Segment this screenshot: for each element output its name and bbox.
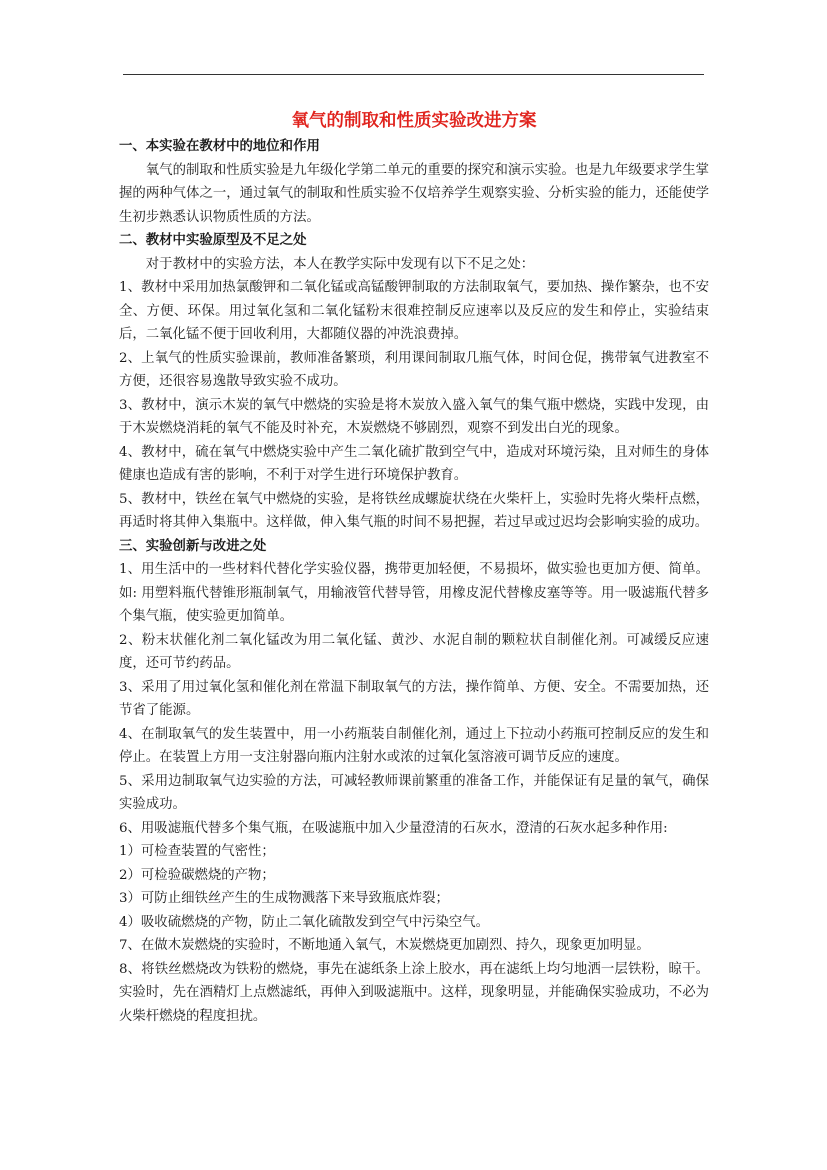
list-item: 8、将铁丝燃烧改为铁粉的燃烧，事先在滤纸条上涂上胶水，再在滤纸上均匀地洒一层铁粉，晾干。实验时，先在酒精灯上点燃滤纸，再伸入到吸滤瓶中。这样，现象明显，并能确保实验成功，不必为火柴杆燃烧的程度担扰。	[119, 961, 709, 1024]
list-item: 5、采用边制取氧气边实验的方法，可减轻教师课前繁重的准备工作，并能保证有足量的氧气，确保实验成功。	[119, 773, 709, 812]
sub-list-item: 4）吸收硫燃烧的产物，防止二氧化硫散发到空气中污染空气。	[119, 914, 490, 930]
sub-list-item: 1）可检查装置的气密性；	[119, 844, 275, 859]
list-item: 2、上氧气的性质实验课前，教师准备繁琐，利用课间制取几瓶气体，时间仓促，携带氧气进教室不方便，还很容易逸散导致实验不成功。	[119, 350, 709, 389]
document-body	[119, 108, 709, 1028]
document-title: 氧气的制取和性质实验改进方案	[291, 111, 537, 131]
list-item: 1、用生活中的一些材料代替化学实验仪器，携带更加轻便，不易损坏，做实验也更加方便、简单。如: 用塑料瓶代替锥形瓶制氧气，用输液管代替导管，用橡皮泥代替橡皮塞等等。用一吸滤瓶代替多个集气瓶，使实验更加简单。	[119, 562, 709, 624]
sub-list-item: 2）可检验碳燃烧的产物；	[119, 867, 275, 883]
list-item: 2、粉末状催化剂二氧化锰改为用二氧化锰、黄沙、水泥自制的颗粒状自制催化剂。可减缓反应速度，还可节约药品。	[119, 632, 709, 671]
list-item: 7、在做木炭燃烧的实验时，不断地通入氧气，木炭燃烧更加剧烈、持久，现象更加明显。	[119, 938, 650, 953]
header-rule	[123, 74, 704, 75]
list-item: 4、教材中，硫在氧气中燃烧实验中产生二氧化硫扩散到空气中，造成对环境污染，且对师生的身体健康也造成有害的影响，不利于对学生进行环境保护教育。	[119, 444, 709, 483]
section-heading: 二、教材中实验原型及不足之处	[119, 232, 307, 248]
sub-list-item: 3）可防止细铁丝产生的生成物溅落下来导致瓶底炸裂；	[119, 891, 449, 906]
list-item: 3、采用了用过氧化氢和催化剂在常温下制取氧气的方法，操作简单、方便、安全。不需要加热，还节省了能源。	[119, 679, 709, 718]
list-item: 4、在制取氧气的发生装置中，用一小药瓶装自制催化剂，通过上下拉动小药瓶可控制反应的发生和停止。在装置上方用一支注射器向瓶内注射水或浓的过氧化氢溶液可调节反应的速度。	[119, 726, 709, 765]
list-item: 3、教材中，演示木炭的氧气中燃烧的实验是将木炭放入盛入氧气的集气瓶中燃烧，实践中发现，由于木炭燃烧消耗的氧气不能及时补充，木炭燃烧不够剧烈，观察不到发出白光的现象。	[119, 397, 709, 436]
paragraph: 对于教材中的实验方法，本人在教学实际中发现有以下不足之处：	[145, 256, 535, 272]
section-heading: 三、实验创新与改进之处	[119, 537, 267, 554]
paragraph: 氧气的制取和性质实验是九年级化学第二单元的重要的探究和演示实验。也是九年级要求学生掌握的两种气体之一，通过氧气的制取和性质实验不仅培养学生观察实验、分析实验的能力，还能使学生初步熟悉认识物质性质的方法。	[119, 162, 709, 225]
section-heading: 一、本实验在教材中的地位和作用	[119, 138, 320, 154]
list-item: 6、用吸滤瓶代替多个集气瓶，在吸滤瓶中加入少量澄清的石灰水，澄清的石灰水起多种作用:	[119, 820, 668, 836]
list-item: 1、教材中采用加热氯酸钾和二氧化锰或高锰酸钾制取的方法制取氧气，要加热、操作繁杂，也不安全、方便、环保。用过氧化氢和二氧化锰粉末很难控制反应速率以及反应的发生和停止，实验结束后，二氧化锰不便于回收利用，大都随仪器的冲洗浪费掉。	[119, 280, 709, 342]
list-item: 5、教材中，铁丝在氧气中燃烧的实验，是将铁丝成螺旋状绕在火柴杆上，实验时先将火柴杆点燃，再适时将其伸入集瓶中。这样做，伸入集气瓶的时间不易把握，若过早或过迟均会影响实验的成功。	[119, 491, 709, 530]
